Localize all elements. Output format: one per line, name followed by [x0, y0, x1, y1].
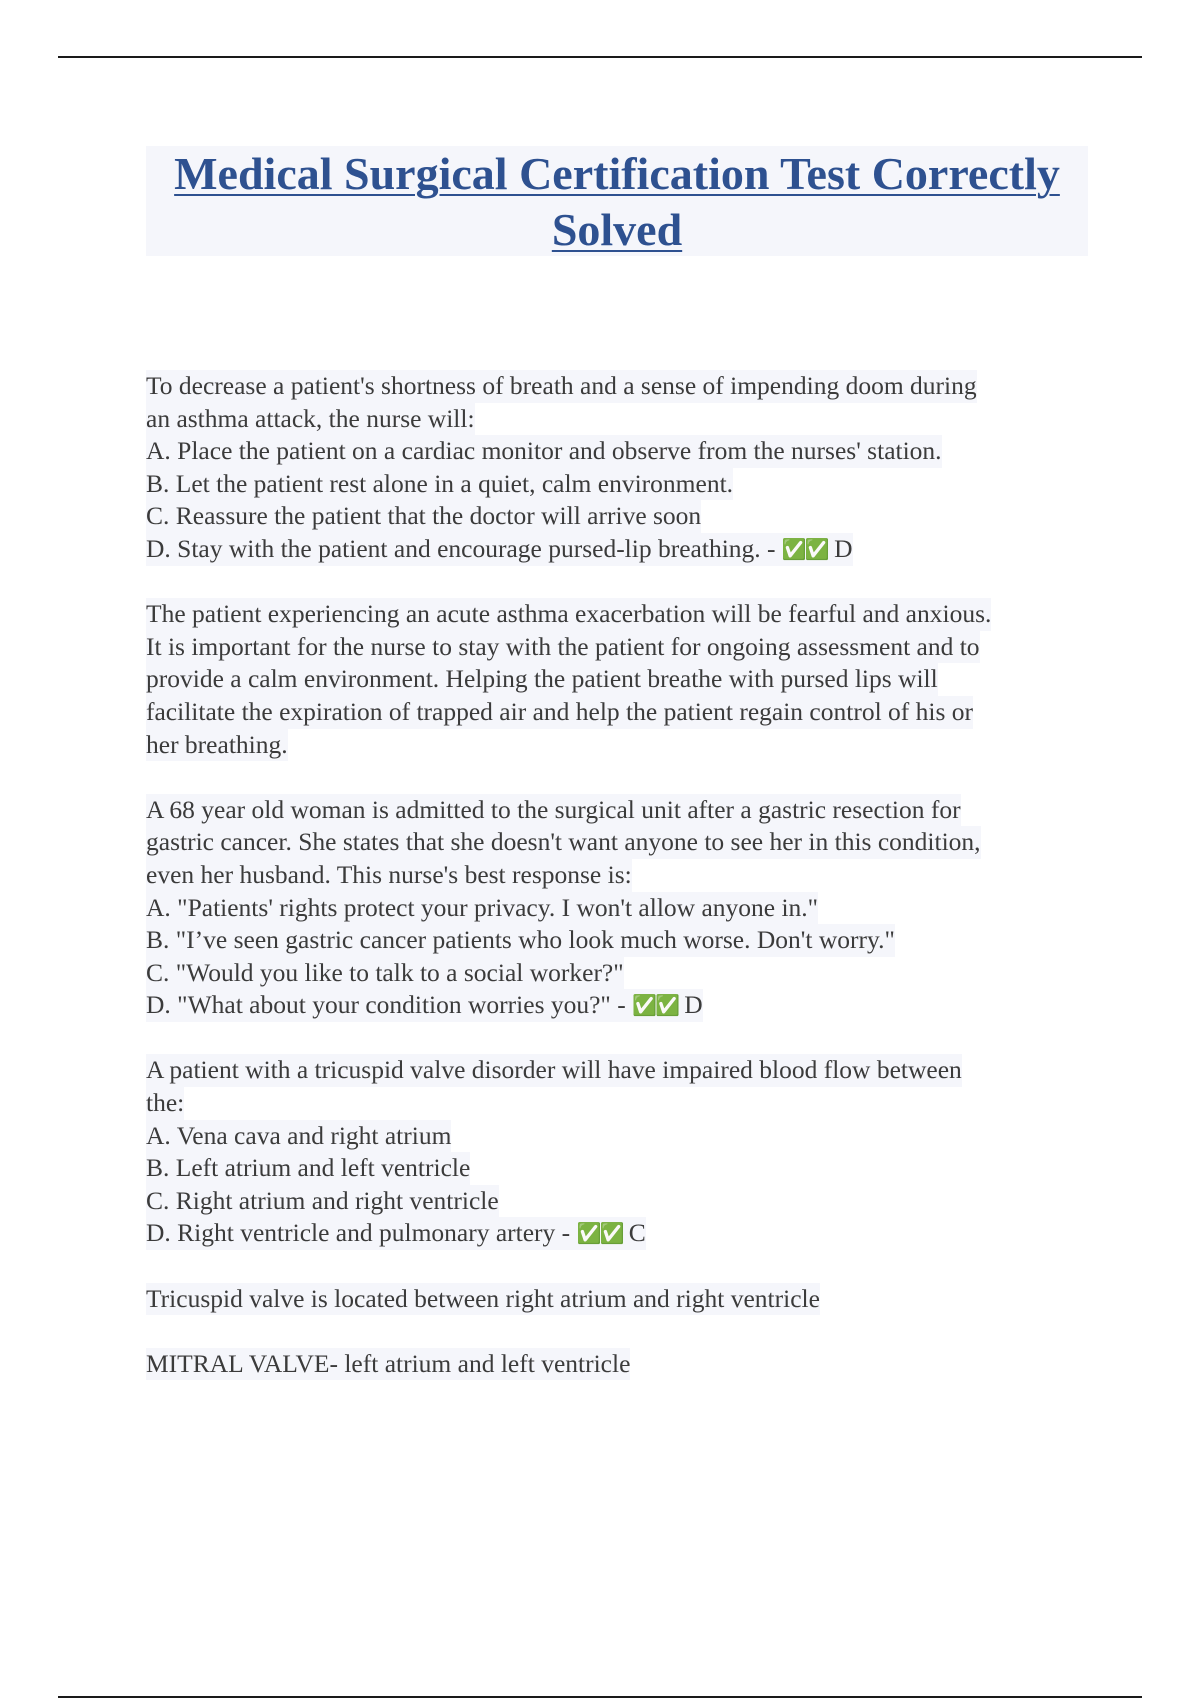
q3-note-tricuspid [146, 1283, 1096, 1316]
check-icon: ✅✅ [576, 1221, 623, 1246]
q3-option-d-text: D. Right ventricle and pulmonary artery - [146, 1218, 571, 1248]
question-1 [146, 370, 1096, 566]
q1-option-d [146, 533, 853, 566]
q3-note-mitral [146, 1348, 1096, 1381]
q3-stem-line: A patient with a tricuspid valve disorder will have impaired blood flow between [146, 1054, 962, 1087]
page-title [146, 146, 1088, 258]
check-icon: ✅✅ [781, 536, 828, 561]
bottom-rule [58, 1696, 1142, 1698]
q2-option-d-text: D. "What about your condition worries you?" - [146, 990, 626, 1020]
document-body [146, 370, 1096, 1413]
rationale-line: provide a calm environment. Helping the patient breathe with pursed lips will [146, 663, 938, 696]
q2-option-b: B. "I’ve seen gastric cancer patients who look much worse. Don't worry." [146, 924, 895, 957]
q2-option-a: A. "Patients' rights protect your privacy. I won't allow anyone in." [146, 892, 818, 925]
q1-option-d-text: D. Stay with the patient and encourage pursed-lip breathing. - [146, 533, 776, 563]
title-block [146, 146, 1088, 256]
q1-stem-line: an asthma attack, the nurse will: [146, 403, 475, 436]
q2-option-c: C. "Would you like to talk to a social worker?" [146, 957, 624, 990]
q2-option-d [146, 989, 703, 1022]
q2-stem-line: even her husband. This nurse's best response is: [146, 859, 632, 892]
q3-option-d [146, 1217, 646, 1250]
page-title-line-1: Medical Surgical Certification Test Correctly [174, 148, 1060, 199]
q3-answer: C [628, 1218, 646, 1248]
q3-option-c: C. Right atrium and right ventricle [146, 1185, 499, 1218]
question-3 [146, 1054, 1096, 1250]
note-line: Tricuspid valve is located between right atrium and right ventricle [146, 1283, 820, 1316]
q2-stem-line: gastric cancer. She states that she doesn't want anyone to see her in this condition, [146, 826, 981, 859]
rationale-line: facilitate the expiration of trapped air and help the patient regain control of his or [146, 696, 973, 729]
q3-stem-line: the: [146, 1087, 184, 1120]
page-title-line-2: Solved [551, 204, 683, 255]
q1-option-c: C. Reassure the patient that the doctor will arrive soon [146, 500, 701, 533]
top-rule [58, 56, 1142, 58]
note-line: MITRAL VALVE- left atrium and left ventricle [146, 1348, 630, 1381]
q2-stem-line: A 68 year old woman is admitted to the surgical unit after a gastric resection for [146, 794, 961, 827]
check-icon: ✅✅ [632, 993, 678, 1018]
rationale-line: her breathing. [146, 729, 288, 762]
q1-answer: D [834, 533, 853, 563]
rationale-line: The patient experiencing an acute asthma exacerbation will be fearful and anxious. [146, 598, 991, 631]
q1-option-a: A. Place the patient on a cardiac monitor and observe from the nurses' station. [146, 435, 942, 468]
q2-answer: D [684, 990, 703, 1020]
q1-option-b: B. Let the patient rest alone in a quiet, calm environment. [146, 468, 733, 501]
q1-rationale [146, 598, 1096, 761]
q3-option-a: A. Vena cava and right atrium [146, 1120, 451, 1153]
q3-option-b: B. Left atrium and left ventricle [146, 1152, 470, 1185]
question-2 [146, 794, 1096, 1022]
rationale-line: It is important for the nurse to stay with the patient for ongoing assessment and to [146, 631, 980, 664]
q1-stem-line: To decrease a patient's shortness of breath and a sense of impending doom during [146, 370, 977, 403]
